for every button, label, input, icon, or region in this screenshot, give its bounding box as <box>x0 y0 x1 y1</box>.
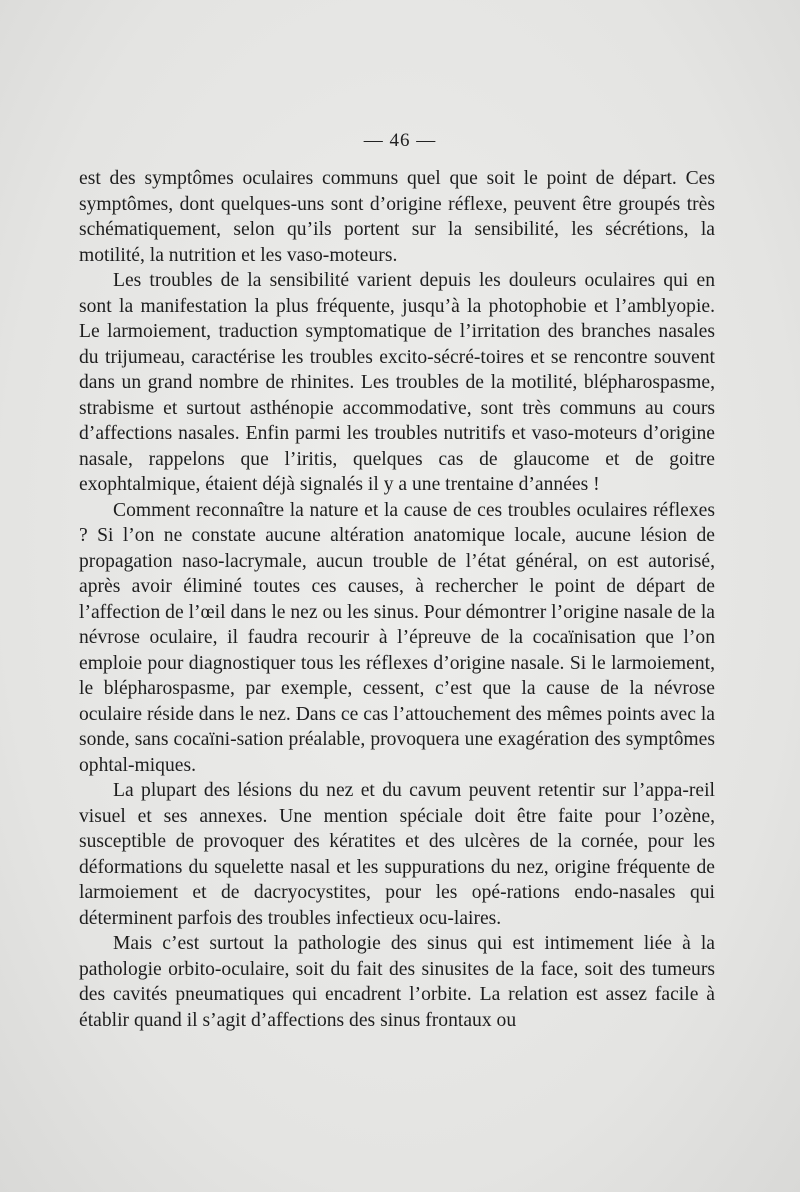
paragraph-sensibilite: Les troubles de la sensibilité varient depuis les douleurs oculaires qui en sont la manifestation la plus fréquente, jusqu’à la photophobie et l’amblyopie. Le larmoiement, traduction symptomatique de l’irritation des branches nasales du trijumeau, caractérise les troubles excito-sécré-toires et se rencontre souvent dans un grand nombre de rhinites. Les troubles de la motilité, blépharospasme, strabisme et surtout asthénopie accommodative, sont très communs au cours d’affections nasales. Enfin parmi les troubles nutritifs et vaso-moteurs d’origine nasale, rappelons que l’iritis, quelques cas de glaucome et de goitre exophtalmique, étaient déjà signalés il y a une trentaine d’années ! <box>79 270 715 495</box>
paragraph-continuation: est des symptômes oculaires communs quel que soit le point de départ. Ces symptômes, dont quelques-uns sont d’origine réflexe, peuvent être groupés très schématiquement, selon qu’ils portent sur la sensibilité, les sécrétions, la motilité, la nutrition et les vaso-moteurs. <box>79 168 715 266</box>
page-number: — 46 — <box>363 130 437 151</box>
paragraph-pathologie-sinus: Mais c’est surtout la pathologie des sinus qui est intimement liée à la pathologie orbito-oculaire, soit du fait des sinusites de la face, soit des tumeurs des cavités pneumatiques qui encadrent l’orbite. La relation est assez facile à établir quand il s’agit d’affections des sinus frontaux ou <box>79 933 715 1031</box>
paragraph-lesions-nez: La plupart des lésions du nez et du cavum peuvent retentir sur l’appa-reil visuel et ses annexes. Une mention spéciale doit être faite pour l’ozène, susceptible de provoquer des kératites et des ulcères de la cornée, pour les déformations du squelette nasal et les suppurations du nez, origine fréquente de larmoiement et de dacryocystites, pour les opé-rations endo-nasales qui déterminent parfois des troubles infectieux ocu-laires. <box>79 780 715 929</box>
body-text <box>79 166 715 1033</box>
paragraph-reconnaitre: Comment reconnaître la nature et la cause de ces troubles oculaires réflexes ? Si l’on ne constate aucune altération anatomique locale, aucune lésion de propagation naso-lacrymale, aucun trouble de l’état général, on est autorisé, après avoir éliminé toutes ces causes, à rechercher le point de départ de l’affection de l’œil dans le nez ou les sinus. Pour démontrer l’origine nasale de la névrose oculaire, il faudra recourir à l’épreuve de la cocaïnisation que l’on emploie pour diagnostiquer tous les réflexes d’origine nasale. Si le larmoiement, le blépharospasme, par exemple, cessent, c’est que la cause de la névrose oculaire réside dans le nez. Dans ce cas l’attouchement des mêmes points avec la sonde, sans cocaïni-sation préalable, provoquera une exagération des symptômes ophtal-miques. <box>79 499 715 776</box>
